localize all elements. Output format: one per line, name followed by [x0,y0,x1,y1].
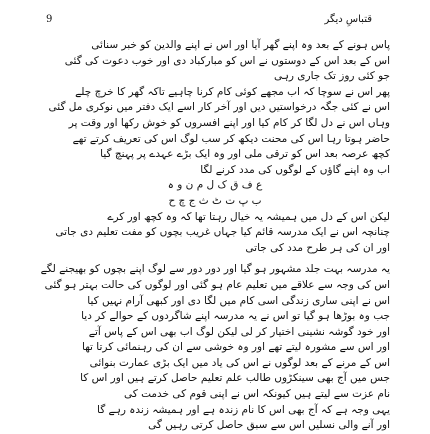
text-line: ب پ ت ٹ ث ج چ ح [168,194,262,207]
text-line: اب وہ اپنے گاؤں کے لوگوں کی مدد کرنے لگا [200,163,390,176]
text-line: اس کے بعد اس کے دوستوں نے اس کو مبارکباد دی اور خوب دعوت کی گئی [64,54,390,67]
text-line: پھر اس نے سوچا کہ اب مجھے کوئی کام کرنا چاہیے تاکہ گھر کا خرچ چلے [75,85,390,98]
text-line: ع ف ق ک ل م ن و ہ [167,179,263,192]
page-number: 9 [46,14,53,25]
running-title: قتباسِ دیگر [324,14,372,25]
text-line: اور ان کی ہر طرح مدد کی جاتی [245,241,390,254]
text-line: پاس ہونے کے بعد وہ اپنے گھر آیا اور اس نے اپنے والدین کو خبر سنائی [91,39,390,51]
text-line: اس کے مرنے کے بعد لوگوں نے اس کی یاد میں ایک بڑی عمارت بنوائی [89,356,390,369]
text-line: جب وہ بوڑھا ہو گیا تو اس نے یہ مدرسہ اپنے شاگردوں کے حوالے کر دیا [81,310,390,323]
text-line: اس نے کئی جگہ درخواستیں دیں اور آخر کار اسے ایک دفتر میں نوکری مل گئی [48,101,390,114]
text-line: جس میں آج بھی سینکڑوں طالب علم تعلیم حاصل کرتے ہیں اور اس کا [80,372,390,385]
text-line: کچھ عرصہ بعد اس کو ترقی ملی اور وہ ایک بڑے عہدے پر پہنچ گیا [100,148,390,161]
text-line: حاضر ہوتا رہا اس کی محنت دیکھ کر سب لوگ اس کی تعریف کرتے تھے [72,132,390,145]
page-header [0,14,430,32]
text-line: اس کی وجہ سے علاقے میں تعلیم عام ہو گئی اور لوگوں کی حالت بہتر ہو گئی [44,278,390,291]
body-text [40,38,390,434]
text-line: اس نے اپنی ساری زندگی اسی کام میں لگا دی اور کبھی آرام نہیں کیا [87,294,390,307]
text-line: نام عزت سے لیتے ہیں کیونکہ اس نے اپنی قوم کی خدمت کی [124,388,390,401]
text-line: یہ مدرسہ بہت جلد مشہور ہو گیا اور دور دور سے لوگ اپنے بچوں کو بھیجنے لگے [40,263,390,276]
text-line: وہاں اس نے دل لگا کر کام کیا اور اپنے افسروں کو خوش رکھا اور وقت پر [68,116,390,129]
text-line: لیکن اس کے دل میں ہمیشہ یہ خیال رہتا تھا کہ وہ کچھ اور کرے [107,210,390,223]
text-line: اور آنے والی نسلیں اس سے سبق حاصل کرتی رہیں گی [148,419,390,432]
text-line: یہی وجہ ہے کہ آج بھی اس کا نام زندہ ہے اور ہمیشہ زندہ رہے گا [97,403,390,416]
text-line: اور خود گوشہ نشینی اختیار کر لی لیکن لوگ اب بھی اس کے پاس آتے [88,325,390,338]
text-line: چنانچہ اس نے ایک مدرسہ قائم کیا جہاں غریب بچوں کو مفت تعلیم دی جاتی [55,226,390,239]
text-line: اور اس سے مشورہ لیتے تھے اور وہ خوشی سے ان کی رہنمائی کرتا تھا [82,341,390,354]
text-line: جو کئی روز تک جاری رہی [273,70,390,83]
